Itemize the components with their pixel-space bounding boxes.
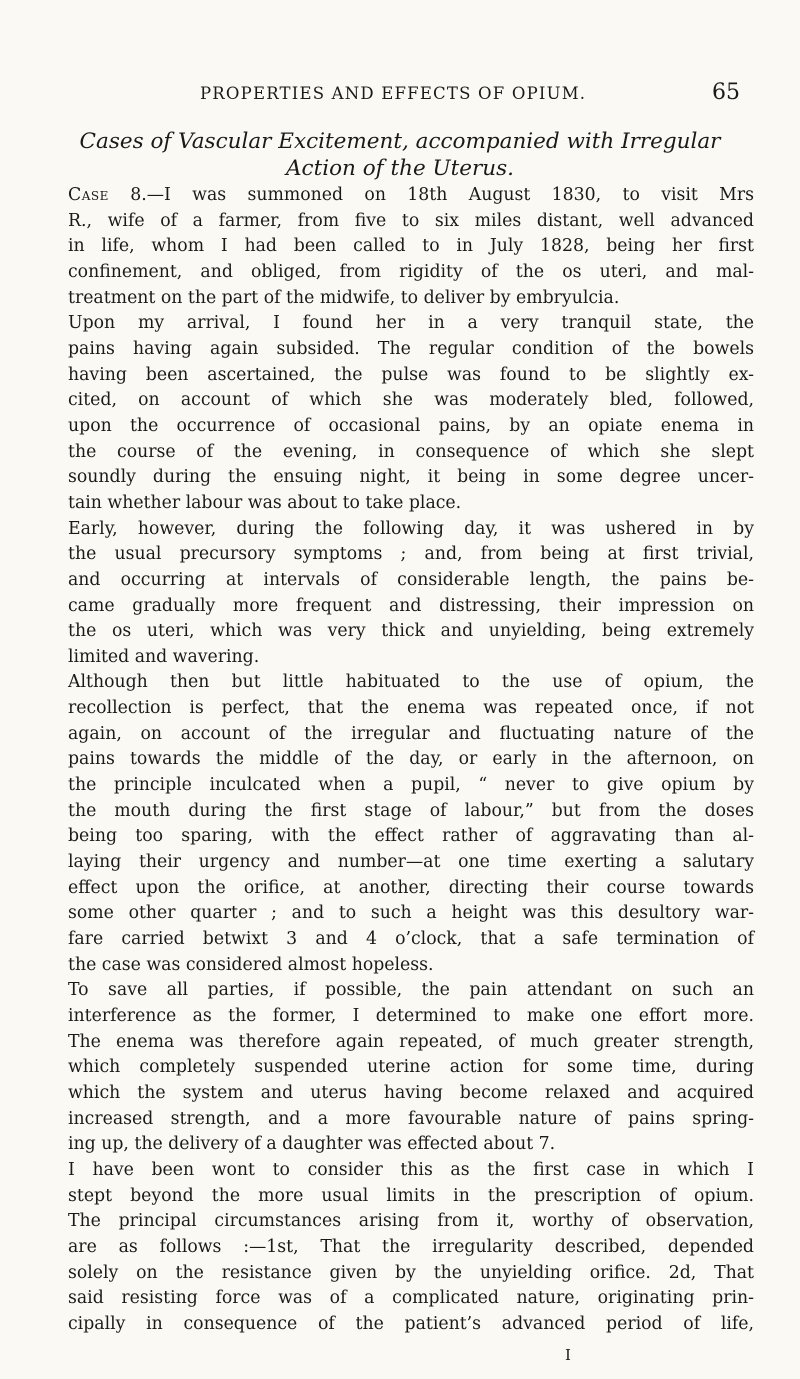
text-line: pains towards the middle of the day, or early in the afternoon, on <box>68 749 754 770</box>
text-line: said resisting force was of a complicated nature, originating prin- <box>68 1288 754 1309</box>
text-line: soundly during the ensuing night, it being in some degree uncer- <box>68 467 754 488</box>
text-line: interference as the former, I determined to make one effort more. <box>68 1006 754 1026</box>
text-line: limited and wavering. <box>68 646 260 667</box>
body-text <box>54 183 754 1338</box>
running-title: PROPERTIES AND EFFECTS OF OPIUM. <box>200 84 587 103</box>
text-line: Early, however, during the following day, it was ushered in by <box>68 518 754 539</box>
page-number: 65 <box>712 80 740 105</box>
text-line: which completely suspended uterine action for some time, during <box>68 1057 754 1078</box>
paragraph <box>54 670 754 978</box>
text-line: tain whether labour was about to take place. <box>68 492 462 513</box>
text-line: cipally in consequence of the patient’s advanced period of life, <box>68 1313 754 1334</box>
text-line: laying their urgency and number—at one time exerting a salutary <box>68 852 754 873</box>
paragraph <box>54 311 754 516</box>
text-line: Case 8.—I was summoned on 18th August 1830, to visit Mrs <box>68 185 754 205</box>
text-line: increased strength, and a more favourable nature of pains spring- <box>68 1108 754 1129</box>
section-heading-line-2: Action of the Uterus. <box>286 156 514 181</box>
section-heading-line-1: Cases of Vascular Excitement, accompanied with Irregular <box>79 129 721 154</box>
text-line: cited, on account of which she was moderately bled, followed, <box>68 390 754 411</box>
text-line: again, on account of the irregular and fluctuating nature of the <box>68 723 754 744</box>
text-line: came gradually more frequent and distressing, their impression on <box>68 595 754 616</box>
text-line: some other quarter ; and to such a height was this desultory war- <box>68 903 754 924</box>
text-line: fare carried betwixt 3 and 4 o’clock, that a safe termination of <box>68 929 754 950</box>
text-line: effect upon the orifice, at another, directing their course towards <box>68 877 754 898</box>
text-line: the os uteri, which was very thick and unyielding, being extremely <box>68 621 754 642</box>
text-line: Upon my arrival, I found her in a very tranquil state, the <box>68 313 754 334</box>
text-line: being too sparing, with the effect rather of aggravating than al- <box>68 826 754 847</box>
text-line: I have been wont to consider this as the first case in which I <box>68 1159 754 1180</box>
text-line: recollection is perfect, that the enema was repeated once, if not <box>68 698 754 719</box>
text-line: solely on the resistance given by the unyielding orifice. 2d, That <box>68 1262 754 1283</box>
text-line: ing up, the delivery of a daughter was effected about 7. <box>68 1134 556 1155</box>
text-line: are as follows :—1st, That the irregularity described, depended <box>68 1236 754 1257</box>
signature-mark: I <box>565 1346 571 1364</box>
text-line: R., wife of a farmer, from five to six miles distant, well advanced <box>68 210 754 231</box>
text-line: the mouth during the first stage of labour,” but from the doses <box>68 800 754 821</box>
text-line: To save all parties, if possible, the pain attendant on such an <box>68 980 754 1001</box>
text-line: confinement, and obliged, from rigidity of the os uteri, and mal- <box>68 261 754 282</box>
running-header <box>0 80 800 108</box>
paragraph <box>54 1158 754 1338</box>
text-line: pains having again subsided. The regular condition of the bowels <box>68 338 754 359</box>
text-line: and occurring at intervals of considerable length, the pains be- <box>68 569 754 590</box>
text-line: upon the occurrence of occasional pains, by an opiate enema in <box>68 415 754 436</box>
section-heading <box>55 128 745 182</box>
text-line: the case was considered almost hopeless. <box>68 954 434 975</box>
text-line: stept beyond the more usual limits in the prescription of opium. <box>68 1185 754 1206</box>
text-line: treatment on the part of the midwife, to deliver by embryulcia. <box>68 287 620 308</box>
text-line: Although then but little habituated to the use of opium, the <box>68 672 754 693</box>
paragraph <box>54 978 754 1158</box>
text-line: which the system and uterus having become relaxed and acquired <box>68 1082 754 1103</box>
text-line: in life, whom I had been called to in July 1828, being her first <box>68 236 754 257</box>
text-line: having been ascertained, the pulse was found to be slightly ex- <box>68 364 754 385</box>
paragraph <box>54 517 754 671</box>
case-label: Case <box>68 185 109 205</box>
paragraph-case-8 <box>54 183 754 311</box>
text-line: the course of the evening, in consequence of which she slept <box>68 441 754 462</box>
text-line: The enema was therefore again repeated, of much greater strength, <box>68 1031 754 1052</box>
text-line: The principal circumstances arising from it, worthy of observation, <box>68 1211 754 1232</box>
text-line: the usual precursory symptoms ; and, from being at first trivial, <box>68 544 754 565</box>
text-line: the principle inculcated when a pupil, “ never to give opium by <box>68 775 754 796</box>
